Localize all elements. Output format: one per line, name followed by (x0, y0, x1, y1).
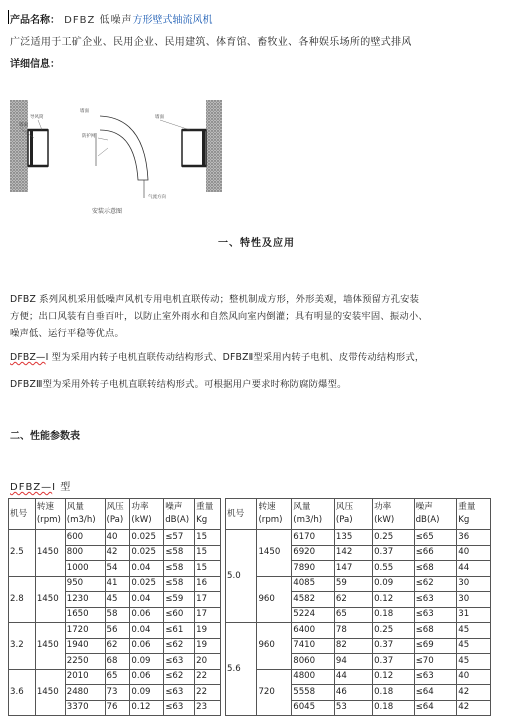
table-cell: 0.025 (130, 545, 164, 561)
product-name-link[interactable]: 方形壁式轴流风机 (132, 15, 213, 26)
table-cell: 5558 (292, 685, 335, 701)
table-cell: ≤62 (164, 669, 195, 685)
section-features-heading: 一、特性及应用 (218, 238, 295, 249)
table-cell: ≤64 (414, 685, 457, 701)
table-cell: ≤58 (164, 576, 195, 592)
table-cell: 2010 (65, 669, 105, 685)
product-description: 广泛适用于工矿企业、民用企业、民用建筑、体育馆、畜牧业、各种娱乐场所的壁式排风 (10, 37, 412, 48)
table-cell: ≤63 (414, 607, 457, 623)
table-cell: 40 (457, 545, 491, 561)
table-cell: 0.025 (130, 576, 164, 592)
table-cell: 65 (334, 607, 372, 623)
table-cell: ≤63 (414, 592, 457, 608)
diagram-label-wall-1: 墙面 (19, 123, 28, 128)
table-cell: 40 (105, 530, 130, 546)
table-cell: 56 (105, 623, 130, 639)
table-row (226, 669, 491, 685)
table-cell: ≤58 (164, 545, 195, 561)
table-cell: 78 (334, 623, 372, 639)
table-cell: ≤59 (164, 592, 195, 608)
table-cell: 1650 (65, 607, 105, 623)
table-cell: 31 (457, 607, 491, 623)
types-paragraph-line-2: DFBZⅢ型为采用外转子电机直联转结构形式。可根据用户要求时称防腐防爆型。 (10, 379, 347, 390)
table-cell: 2250 (65, 654, 105, 670)
table-cell: 5.0 (226, 530, 257, 623)
table-cell: ≤65 (414, 530, 457, 546)
table-header-cell: 转速 (rpm) (35, 499, 65, 530)
table-cell: 135 (334, 530, 372, 546)
table-cell: 46 (334, 685, 372, 701)
text-cursor (8, 10, 9, 24)
table-cell: 0.25 (373, 530, 415, 546)
table-cell: 19 (195, 623, 221, 639)
table-cell: 950 (65, 576, 105, 592)
table-cell: 2.8 (9, 576, 36, 623)
table-cell: 40 (457, 669, 491, 685)
table-cell: 1450 (35, 669, 65, 716)
table-cell: 0.09 (130, 685, 164, 701)
table-cell: 0.12 (373, 592, 415, 608)
product-title-label: 产品名称： (10, 15, 60, 26)
table-header-cell: 风量 (m3/h) (65, 499, 105, 530)
right-wall (206, 100, 222, 192)
table-cell: 4582 (292, 592, 335, 608)
table-cell: 45 (457, 623, 491, 639)
table-cell: 62 (334, 592, 372, 608)
table-cell: 42 (457, 685, 491, 701)
table-cell: 7890 (292, 561, 335, 577)
table-cell: 1230 (65, 592, 105, 608)
table-cell: 3370 (65, 700, 105, 716)
table-cell: 23 (195, 700, 221, 716)
table-header-row (226, 499, 491, 530)
table-cell: 3.2 (9, 623, 36, 670)
table-cell: 720 (257, 669, 292, 716)
table-cell: 58 (105, 607, 130, 623)
diagram-caption: 安装示意图 (92, 208, 123, 215)
table-cell: 5.6 (226, 623, 257, 716)
diagram-label-airflow: 气流方向 (148, 195, 166, 200)
table-cell: 53 (334, 700, 372, 716)
table-cell: 22 (195, 669, 221, 685)
table-cell: ≤64 (414, 700, 457, 716)
table-cell: 41 (105, 576, 130, 592)
table-cell: 147 (334, 561, 372, 577)
table-cell: 960 (257, 623, 292, 670)
table-cell: 1450 (35, 623, 65, 670)
table-cell: 82 (334, 638, 372, 654)
table-cell: 0.04 (130, 561, 164, 577)
spec-table-left (8, 498, 221, 716)
table-cell: 36 (457, 530, 491, 546)
installation-diagram (10, 100, 222, 225)
table-header-cell: 噪声 dB(A) (164, 499, 195, 530)
table-cell: 0.18 (373, 685, 415, 701)
table-cell: 1940 (65, 638, 105, 654)
table-cell: 6400 (292, 623, 335, 639)
table-cell: 30 (457, 576, 491, 592)
table-cell: 0.25 (373, 623, 415, 639)
table-cell: ≤68 (414, 561, 457, 577)
table-cell: 73 (105, 685, 130, 701)
table-cell: 0.025 (130, 530, 164, 546)
table-cell: 62 (105, 638, 130, 654)
table-cell: 0.12 (373, 669, 415, 685)
table-cell: 0.06 (130, 638, 164, 654)
diagram-label-guard: 防护网 (82, 134, 96, 139)
table-header-row (9, 499, 221, 530)
left-wall (10, 100, 28, 192)
diagram-label-wall-2: 墙面 (80, 109, 89, 114)
table-cell: 1450 (35, 576, 65, 623)
table-cell: 0.04 (130, 592, 164, 608)
table-header-cell: 噪声 dB(A) (414, 499, 457, 530)
table-cell: ≤63 (164, 685, 195, 701)
table-cell: 1450 (257, 530, 292, 577)
table-cell: ≤68 (414, 623, 457, 639)
table-cell: 2.5 (9, 530, 36, 577)
table-cell: 42 (105, 545, 130, 561)
table-row (226, 623, 491, 639)
table-cell: 15 (195, 530, 221, 546)
table-cell: 54 (105, 561, 130, 577)
table-cell: 0.06 (130, 607, 164, 623)
features-paragraph-line-1: DFBZ 系列风机采用低噪声风机专用电机直联传动；整机制成方形，外形美观，墙体预留方孔安装 (10, 294, 420, 305)
table-cell: 2480 (65, 685, 105, 701)
table-cell: 0.37 (373, 638, 415, 654)
table-cell: 0.37 (373, 654, 415, 670)
table-header-cell: 重量 Kg (457, 499, 491, 530)
table-cell: 17 (195, 607, 221, 623)
table-cell: 0.09 (130, 654, 164, 670)
table-header-cell: 重量 Kg (195, 499, 221, 530)
table-cell: 3.6 (9, 669, 36, 716)
table-cell: 45 (457, 638, 491, 654)
types-paragraph-line-1 (10, 349, 424, 363)
table-cell: ≤63 (164, 700, 195, 716)
model-heading (10, 478, 71, 493)
model-prefix-underlined: DFBZ— (10, 352, 46, 363)
table-header-cell: 机号 (226, 499, 257, 530)
table-header-cell: 功率 (kW) (130, 499, 164, 530)
table-cell: 20 (195, 654, 221, 670)
table-cell: ≤60 (164, 607, 195, 623)
table-cell: 94 (334, 654, 372, 670)
table-cell: 142 (334, 545, 372, 561)
model-heading-prefix: DFBZ— (10, 482, 53, 493)
table-cell: 59 (334, 576, 372, 592)
table-cell: 5224 (292, 607, 335, 623)
table-header-cell: 风压 (Pa) (334, 499, 372, 530)
table-header-cell: 风压 (Pa) (105, 499, 130, 530)
table-cell: 6170 (292, 530, 335, 546)
table-cell: 17 (195, 592, 221, 608)
table-cell: 15 (195, 545, 221, 561)
spec-table-right (225, 498, 491, 716)
table-cell: 600 (65, 530, 105, 546)
types-paragraph-rest: I 型为采用内转子电机直联传动结构形式、DFBZⅡ型采用内转子电机、皮带传动结构形式， (45, 352, 425, 363)
table-cell: 6920 (292, 545, 335, 561)
table-row (226, 576, 491, 592)
table-cell: ≤57 (164, 530, 195, 546)
table-cell: 68 (105, 654, 130, 670)
table-cell: 45 (457, 654, 491, 670)
table-cell: 7410 (292, 638, 335, 654)
table-cell: 4085 (292, 576, 335, 592)
table-cell: 0.18 (373, 607, 415, 623)
table-cell: ≤63 (164, 654, 195, 670)
table-row (9, 530, 221, 546)
table-cell: 8060 (292, 654, 335, 670)
diagram-label-guide: 导风筒 (30, 115, 44, 120)
table-cell: 65 (105, 669, 130, 685)
table-row (9, 576, 221, 592)
model-heading-suffix: I 型 (52, 482, 72, 493)
detail-label: 详细信息： (10, 59, 60, 70)
table-cell: ≤62 (164, 638, 195, 654)
table-cell: 44 (334, 669, 372, 685)
table-cell: 1720 (65, 623, 105, 639)
table-cell: 0.09 (373, 576, 415, 592)
features-paragraph-line-3: 噪声低、运行平稳等优点。 (10, 328, 124, 339)
table-cell: 0.55 (373, 561, 415, 577)
table-row (9, 669, 221, 685)
product-model: DFBZ 低噪声 (60, 15, 133, 26)
table-cell: 16 (195, 576, 221, 592)
table-cell: 0.06 (130, 669, 164, 685)
table-cell: 0.18 (373, 700, 415, 716)
table-cell: 6045 (292, 700, 335, 716)
table-header-cell: 功率 (kW) (373, 499, 415, 530)
table-cell: 76 (105, 700, 130, 716)
table-cell: 4800 (292, 669, 335, 685)
table-header-cell: 机号 (9, 499, 36, 530)
features-paragraph-line-2: 方便；出口风装有自垂百叶，以防止室外雨水和自然风向室内倒灌；具有明显的安装牢固、振动小、 (10, 311, 428, 322)
table-cell: 0.37 (373, 545, 415, 561)
table-row (226, 530, 491, 546)
table-cell: 30 (457, 592, 491, 608)
table-cell: 960 (257, 576, 292, 623)
table-cell: ≤69 (414, 638, 457, 654)
table-cell: 0.04 (130, 623, 164, 639)
section-performance-heading: 二、性能参数表 (10, 431, 80, 442)
table-cell: ≤66 (414, 545, 457, 561)
table-cell: ≤63 (414, 669, 457, 685)
table-header-cell: 转速 (rpm) (257, 499, 292, 530)
table-cell: 22 (195, 685, 221, 701)
table-cell: 19 (195, 638, 221, 654)
table-header-cell: 风量 (m3/h) (292, 499, 335, 530)
table-cell: 45 (105, 592, 130, 608)
diagram-label-wall-3: 墙面 (155, 115, 164, 120)
table-cell: 44 (457, 561, 491, 577)
table-cell: ≤61 (164, 623, 195, 639)
table-cell: 15 (195, 561, 221, 577)
table-cell: ≤58 (164, 561, 195, 577)
table-cell: 800 (65, 545, 105, 561)
table-row (9, 623, 221, 639)
table-cell: ≤62 (414, 576, 457, 592)
product-title (10, 11, 213, 26)
table-cell: ≤70 (414, 654, 457, 670)
table-cell: 42 (457, 700, 491, 716)
table-cell: 1000 (65, 561, 105, 577)
table-cell: 1450 (35, 530, 65, 577)
table-cell: 0.12 (130, 700, 164, 716)
